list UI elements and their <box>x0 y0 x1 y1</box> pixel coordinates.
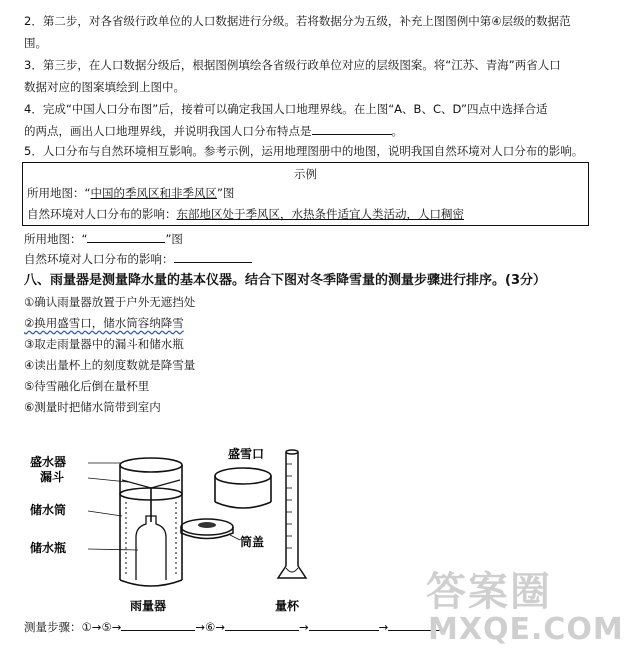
label-snow-mouth: 盛雪口 <box>228 447 265 461</box>
answer-effect-label: 自然环境对人口分布的影响： <box>24 252 174 266</box>
label-cup: 量杯 <box>275 599 300 613</box>
answer-map-blank[interactable] <box>87 229 165 243</box>
q3-line2: 数据对应的图案填绘到上图中。 <box>24 80 185 94</box>
example-map-name: 中国的季风区和非季风区 <box>90 186 217 200</box>
watermark-line1: 答案圈 <box>426 569 552 615</box>
label-gauge: 雨量器 <box>130 599 167 613</box>
step-6: ⑥测量时把储水筒带到室内 <box>24 400 161 414</box>
sequence-blank-3[interactable] <box>309 617 379 631</box>
q2-line2: 围。 <box>24 36 47 50</box>
example-box <box>22 162 589 226</box>
rain-gauge-figure <box>30 432 350 622</box>
rain-gauge-drawing <box>120 458 182 586</box>
sequence-arrow-2: → <box>298 620 309 634</box>
sequence-prefix: 测量步骤：①→⑤→ <box>24 620 122 634</box>
q4-line2-end: 。 <box>391 124 403 138</box>
section8-heading: 八、雨量器是测量降水量的基本仪器。结合下图对冬季降雪量的测量步骤进行排序。(3分） <box>24 273 546 288</box>
label-bottle: 储水瓶 <box>30 541 67 555</box>
answer-effect-blank[interactable] <box>174 249 252 263</box>
sequence-blank-1[interactable] <box>121 617 195 631</box>
label-tube: 储水筒 <box>30 503 67 517</box>
q4-line2-text: 的两点，画出人口地理界线，并说明我国人口分布特点是 <box>24 124 312 138</box>
cover-leader-line <box>230 535 240 540</box>
gauge-leader-lines <box>88 463 138 550</box>
q4-line2 <box>24 121 403 140</box>
watermark-logo <box>420 560 624 650</box>
step-4: ④读出量杯上的刻度数就是降雪量 <box>24 358 196 372</box>
step-2-text: ②换用盛雪口，储水筒容纳降雪 <box>24 316 184 330</box>
example-map-row <box>27 184 234 202</box>
sequence-arrow-1: →⑥→ <box>195 620 225 634</box>
cup-ticks <box>286 464 292 548</box>
sequence-blank-4[interactable] <box>388 617 442 631</box>
label-cover: 筒盖 <box>240 535 265 549</box>
step-5: ⑤待雪融化后倒在量杯里 <box>24 379 150 393</box>
example-map-label: 所用地图：“ <box>27 186 91 200</box>
example-effect-text: 东部地区处于季风区，水热条件适宜人类活动，人口稠密 <box>176 207 464 221</box>
watermark-line2: MXQE.COM <box>428 612 624 647</box>
step-1: ①确认雨量器放置于户外无遮挡处 <box>24 295 196 309</box>
example-effect-label: 自然环境对人口分布的影响： <box>27 207 177 221</box>
sequence-blank-2[interactable] <box>225 617 299 631</box>
example-effect-row <box>27 205 464 223</box>
answer-map-row <box>24 229 183 248</box>
answer-map-suffix: ”图 <box>165 232 183 246</box>
answer-map-label: 所用地图：“ <box>24 232 88 246</box>
q4-answer-blank[interactable] <box>312 121 392 135</box>
answer-effect-row <box>24 249 252 268</box>
sequence-arrow-3: → <box>378 620 389 634</box>
example-title: 示例 <box>294 167 317 181</box>
example-map-suffix: ”图 <box>216 186 235 200</box>
label-funnel: 漏斗 <box>40 470 65 484</box>
q2-line1: 2．第二步，对各省级行政单位的人口数据进行分级。若将数据分为五级，补充上图图例中第④层级的数据范 <box>24 14 571 28</box>
label-collector: 盛水器 <box>30 455 67 469</box>
q3-line1: 3．第三步，在人口数据分级后，根据图例填绘各省级行政单位对应的层级图案。将“江苏、青海”两省人口 <box>24 58 561 72</box>
step-3: ③取走雨量器中的漏斗和储水瓶 <box>24 337 184 351</box>
q4-line1: 4．完成“中国人口分布图”后，接着可以确定我国人口地理界线。在上图“A、B、C、D”四点中选择合适 <box>24 102 548 116</box>
measuring-cup-drawing <box>278 450 306 578</box>
snow-mouth-drawing <box>215 468 271 508</box>
q5-line1: 5．人口分布与自然环境相互影响。参考示例，运用地理图册中的地图，说明我国自然环境对人口分布的影响。 <box>24 144 584 158</box>
sequence-row <box>24 617 442 636</box>
step-2 <box>24 314 184 332</box>
cover-drawing <box>181 519 233 539</box>
